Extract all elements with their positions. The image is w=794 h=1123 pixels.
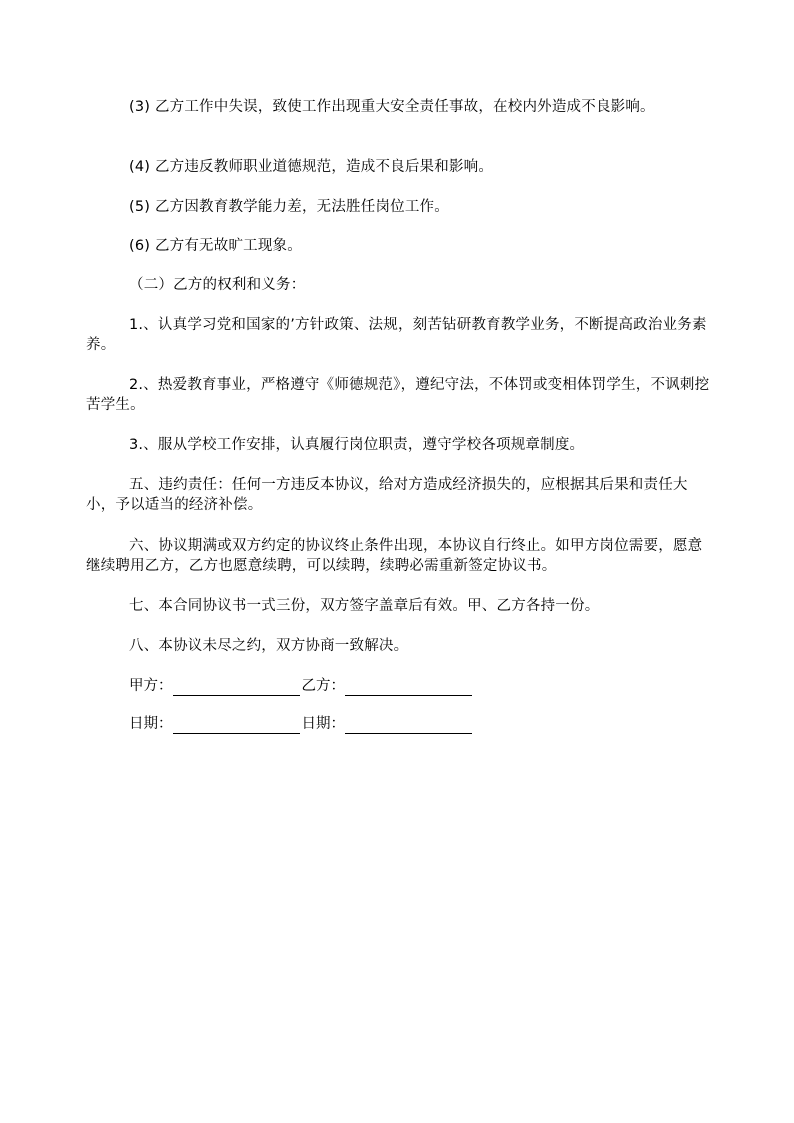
- party-b-signature-line: [345, 680, 472, 696]
- date-a-label: 日期：: [129, 716, 173, 732]
- clause-5-text: (5) 乙方因教育教学能力差，无法胜任岗位工作。: [129, 199, 449, 215]
- copies-validity-text: 七、本合同协议书一式三份，双方签字盖章后有效。甲、乙方各持一份。: [129, 598, 600, 614]
- clause-6-text: (6) 乙方有无故旷工现象。: [129, 238, 302, 254]
- clause-3-text: (3) 乙方工作中失误，致使工作出现重大安全责任事故，在校内外造成不良影响。: [129, 99, 655, 115]
- party-a-signature-line: [173, 680, 300, 696]
- clause-4-text: (4) 乙方违反教师职业道德规范，造成不良后果和影响。: [129, 159, 494, 175]
- duty-2-text: 2.、热爱教育事业，严格遵守《师德规范》，遵纪守法，不体罚或变相体罚学生，不讽刺挖苦学生。: [86, 377, 710, 413]
- unresolved-matters-text: 八、本协议未尽之约，双方协商一致解决。: [129, 638, 409, 654]
- signature-row: [129, 676, 474, 696]
- term-expiry-text: 六、协议期满或双方约定的协议终止条件出现，本协议自行终止。如甲方岗位需要，愿意继续聘用乙方，乙方也愿意续聘，可以续聘，续聘必需重新签定协议书。: [86, 538, 703, 574]
- duty-3-text: 3.、服从学校工作安排，认真履行岗位职责，遵守学校各项规章制度。: [129, 437, 585, 453]
- date-b-label: 日期：: [301, 716, 345, 732]
- date-row: [129, 714, 474, 734]
- party-a-label: 甲方：: [129, 678, 173, 694]
- party-b-label: 乙方：: [301, 678, 345, 694]
- section-heading-rights-duties: （二）乙方的权利和义务：: [129, 277, 306, 293]
- date-b-line: [345, 718, 472, 734]
- duty-1-text: 1.、认真学习党和国家的’方针政策、法规，刻苦钻研教育教学业务，不断提高政治业务素养。: [86, 317, 707, 353]
- breach-liability-text: 五、违约责任：任何一方违反本协议，给对方造成经济损失的，应根据其后果和责任大小，予以适当的经济补偿。: [86, 477, 688, 513]
- date-a-line: [173, 718, 300, 734]
